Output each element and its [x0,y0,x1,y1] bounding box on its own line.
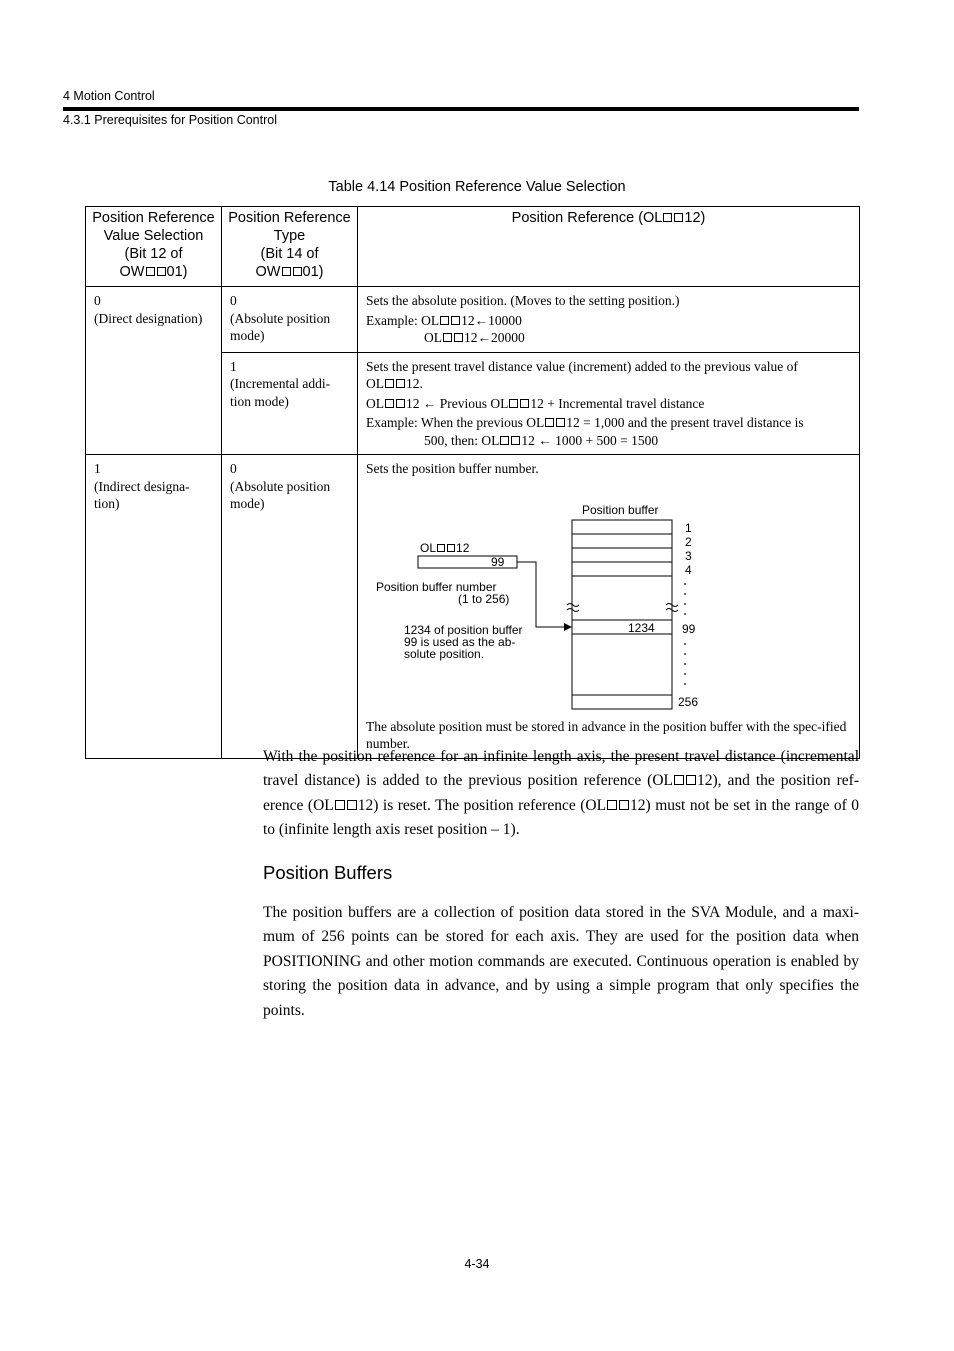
explain-line-1: 1234 of position buffer [404,622,523,637]
position-buffer-diagram [366,480,856,718]
col-head-position-reference: Position Reference (OL 12) [358,207,860,287]
infinite-axis-paragraph: With the position reference for an infinite length axis, the present travel distance (incremental travel distance) is added to the previous position reference (OL 12), and the position ref-erence (OL 12) is reset. The position reference (OL 12) must not be set in the range of 0 to (infinite length axis reset position – 1). [263,748,860,839]
explain-line-2: 99 is used as the ab- [404,634,516,649]
cell-absolute-mode-indirect: 0 (Absolute position mode) [222,455,358,759]
connector-line [517,562,571,627]
page-number: 4-34 [464,1257,490,1271]
arrow-head [564,623,572,631]
index-256: 256 [678,694,699,709]
table-row [86,455,860,759]
buffer-number-label: Position buffer number [376,579,497,594]
table-row [86,287,860,353]
cell-incremental-description: Sets the present travel distance value (increment) added to the previous value of OL 12. OL 12 ← Previous OL 12 + Incremental travel distance Example: When the previous OL 12 = 1,000 and the present travel distance is 500, then: OL 12 ← 1000 + 500 = 1500 [358,352,860,455]
index-3: 3 [685,548,692,563]
break-mark-left [567,603,579,611]
cell-indirect-designation: 1 (Indirect designa-tion) [86,455,222,759]
index-1: 1 [685,520,692,535]
cell-direct-designation: 0 (Direct designation) [86,287,222,455]
cell-indirect-description: Sets the position buffer number. Position buffer OL 12 99 Position buffer number (1 to 256) 1234 of position buffer 99 is used as the ab- solute position. 1234 1 2 3 4 99 256 The absolute position must be stored in advance in the position buffer with the spec-ified number. [358,455,860,759]
col-head-reference-type: Position Reference Type (Bit 14 of OW 01) [222,207,358,287]
explain-line-3: solute position. [404,646,485,661]
cell-absolute-mode: 0 (Absolute position mode) [222,287,358,353]
buffer-note: The absolute position must be stored in advance in the position buffer with the spec-ified number. [366,718,847,751]
index-4: 4 [685,562,692,577]
index-2: 2 [685,534,692,549]
header-rule [63,107,859,111]
register-value: 99 [491,554,505,569]
buffer-title: Position buffer [582,502,659,517]
position-reference-table [85,206,860,759]
cell-incremental-mode: 1 (Incremental addi-tion mode) [222,352,358,455]
col-head-value-selection: Position Reference Value Selection (Bit 12 of OW 01) [86,207,222,287]
chapter-header: 4 Motion Control [63,89,155,103]
register-label: OL 12 [420,540,470,555]
buffer-number-range: (1 to 256) [458,591,510,606]
table-caption: Table 4.14 Position Reference Value Selection [328,179,626,195]
position-buffers-paragraph: The position buffers are a collection of position data stored in the SVA Module, and a maxi-mum of 256 points can be stored for each axis. They are used for the position data when POSITIONING and other motion commands are executed. Continuous operation is enabled by storing the position data in advance, and by using a simple program that only specifies the points. [263,904,859,1019]
index-99: 99 [682,621,696,636]
section-header: 4.3.1 Prerequisites for Position Control [63,113,277,127]
cell-absolute-description: Sets the absolute position. (Moves to the setting position.) Example: OL 12←10000 OL 12←20000 [358,287,860,353]
buffer-value: 1234 [628,620,655,635]
section-heading: Position Buffers [263,862,393,883]
